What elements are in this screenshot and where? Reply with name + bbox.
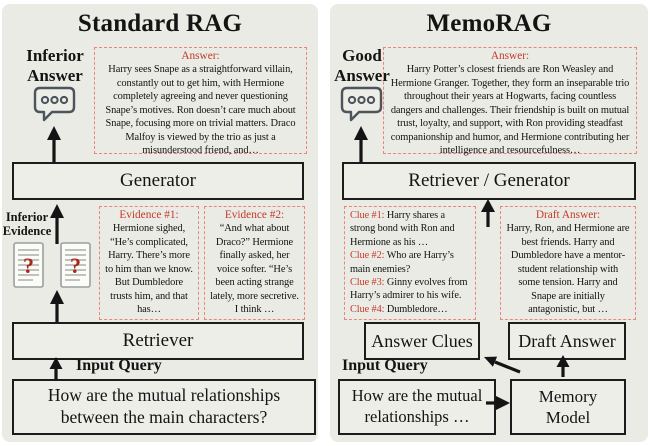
document-question-icon: [60, 242, 91, 288]
arrow-right-icon: [486, 395, 510, 411]
clue-1-text: Harry shares a strong bond with Ron and Hermione as his …: [350, 210, 455, 248]
clue-item: [350, 276, 470, 303]
arrow-up-icon: [49, 290, 65, 322]
input-query-label: Input Query: [342, 357, 428, 374]
answer-box: [383, 47, 637, 157]
retriever-box: [12, 322, 304, 360]
arrow-up-icon: [49, 204, 65, 244]
draft-answer-content-box: [500, 206, 636, 320]
answer-clues-label: Answer Clues: [371, 330, 473, 351]
answer-box-label: Answer:: [181, 50, 220, 62]
arrow-up-icon: [46, 126, 62, 162]
answer-clues-content-box: [344, 206, 476, 320]
evidence-2-text: “And what about Draco?” Hermione finally asked, her voice softer. “He’s been acting strange lately, more secretive. I think …: [210, 223, 299, 316]
input-query-label: Input Query: [76, 357, 162, 374]
evidence-2-box: [204, 206, 305, 320]
answer-box-text: Harry Potter’s closest friends are Ron Weasley and Hermione Granger. Together, they form an inseparable trio throughout their years at Hogwarts, facing countless dangers and challenges. Their friendship is built on mutual trust, loyalty, and support, with Ron providing steadfast companionship and humor, and Hermione contributing her intelligence and resourcefulness…: [390, 64, 630, 157]
answer-clues-box: [364, 322, 480, 360]
evidence-1-label: Evidence #1:: [119, 209, 179, 221]
page-title: Standard RAG: [77, 10, 243, 37]
draft-answer-box-text: Harry, Ron, and Hermione are best friends. Harry and Dumbledore have a mentor-student relationship with some tension. Harry and Snape are initially antagonistic, but …: [506, 223, 630, 316]
arrow-up-icon: [48, 357, 64, 379]
memory-model-label: Memory Model: [538, 386, 598, 427]
arrow-up-icon: [480, 199, 496, 227]
inferior-evidence-label: Inferior Evidence: [2, 210, 52, 239]
generator-label: Generator: [120, 170, 196, 191]
draft-answer-box-label: Draft Answer:: [535, 209, 601, 221]
memorag-panel: [330, 4, 648, 442]
standard-rag-panel: [2, 4, 318, 442]
clue-4-text: Dumbledore…: [386, 303, 448, 315]
retriever-generator-box: [342, 162, 636, 200]
memory-model-box: [510, 379, 626, 435]
input-query-box: [338, 379, 496, 435]
clue-2-text: Who are Harry’s main enemies?: [350, 250, 454, 275]
clue-item: [350, 303, 470, 316]
good-answer-label: Good Answer: [334, 46, 390, 86]
clue-item: [350, 209, 470, 249]
document-question-icon: [13, 242, 44, 288]
arrow-up-icon: [353, 126, 369, 162]
input-query-box: [12, 379, 316, 435]
evidence-1-text: Hermione sighed, “He’s complicated, Harry. There’s more to him than we know. But Dumbledore trusts him, and that has…: [105, 223, 193, 316]
speech-bubble-icon: [32, 85, 77, 123]
arrow-up-icon: [555, 355, 571, 377]
clue-4-label: Clue #4:: [350, 303, 385, 315]
clue-1-label: Clue #1:: [350, 210, 385, 221]
clue-item: [350, 249, 470, 276]
arrow-up-left-icon: [478, 353, 522, 375]
svg-text:?: ?: [23, 253, 34, 278]
retriever-label: Retriever: [122, 330, 194, 351]
evidence-2-label: Evidence #2:: [224, 209, 285, 221]
input-query-text: How are the mutual relationships between the main characters?: [47, 385, 281, 427]
clue-3-text: Ginny evolves from Harry’s admirer to his wife.: [350, 276, 468, 302]
inferior-answer-label: Inferior Answer: [26, 46, 84, 86]
generator-box: [12, 162, 304, 200]
clue-3-label: Clue #3:: [350, 276, 385, 288]
clue-2-label: Clue #2:: [350, 250, 385, 262]
answer-box-label: Answer:: [490, 50, 530, 62]
draft-answer-label: Draft Answer: [518, 330, 616, 351]
input-query-text: How are the mutual relationships …: [351, 386, 483, 426]
svg-text:?: ?: [70, 253, 81, 278]
answer-box: [94, 47, 307, 157]
evidence-1-box: [99, 206, 199, 320]
retriever-generator-label: Retriever / Generator: [408, 170, 570, 191]
answer-box-text: Harry sees Snape as a straightforward villain, constantly out to get him, with Hermione completely agreeing and never questioning Snape’s motives. Ron doesn’t care much about Snape, focusing more on trivial matters. Draco Malfoy is viewed by the trio as just a misunderstood friend, and…: [105, 64, 296, 157]
speech-bubble-icon: [339, 85, 384, 123]
page-title: MemoRAG: [426, 10, 552, 37]
